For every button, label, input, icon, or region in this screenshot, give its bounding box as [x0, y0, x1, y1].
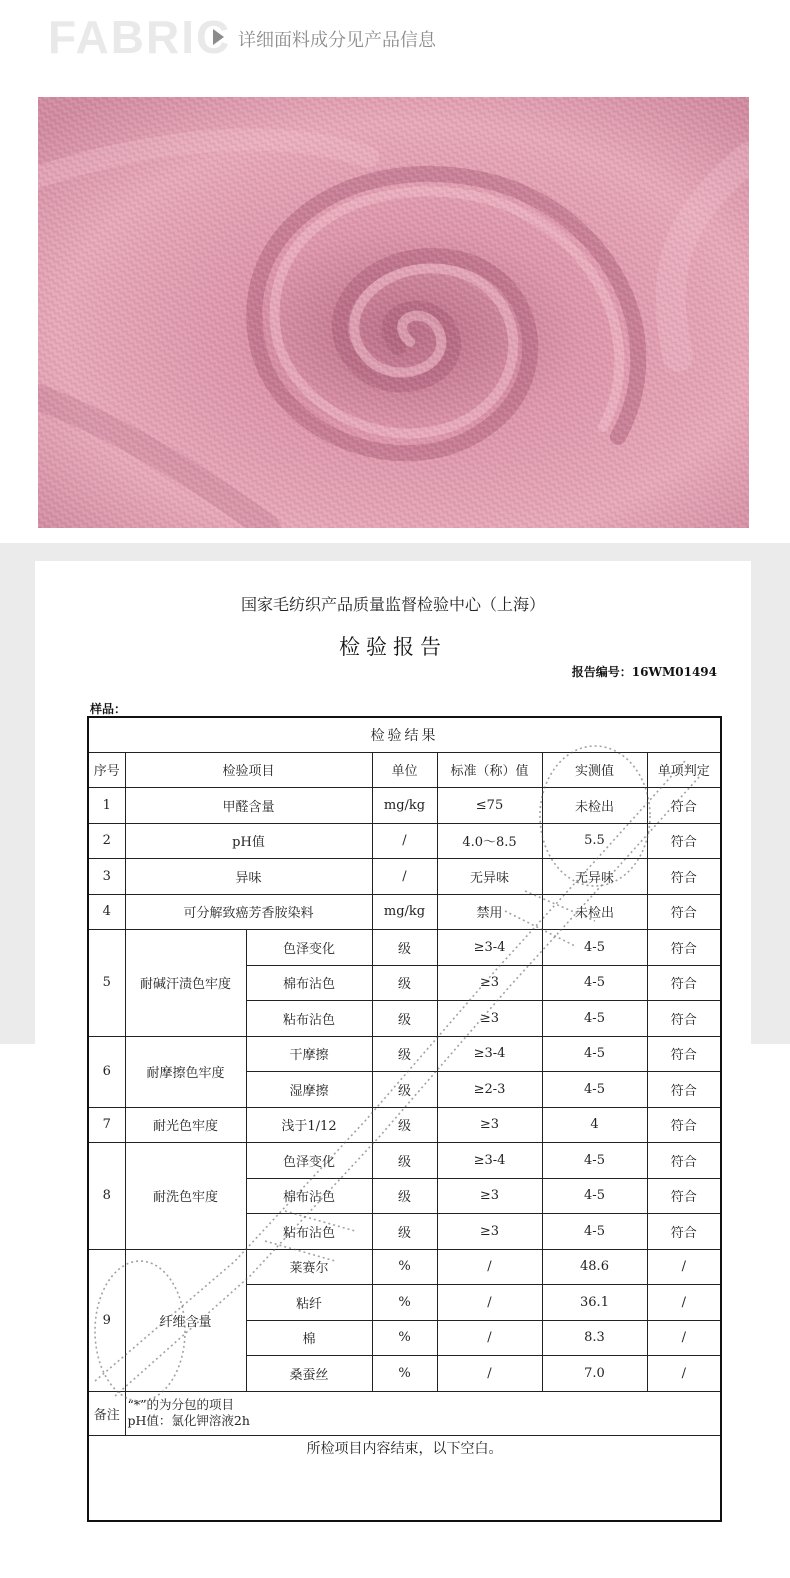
table-row: [88, 894, 721, 930]
row-subitem: 干摩擦: [246, 1036, 372, 1072]
row-subitem: 粘布沾色: [246, 1001, 372, 1037]
row-verdict: 符合: [647, 1214, 721, 1250]
row-no: 1: [88, 788, 125, 824]
row-no: 6: [88, 1036, 125, 1107]
row-no: 9: [88, 1249, 125, 1391]
row-measured: 4-5: [542, 1178, 647, 1214]
row-subitem: 色泽变化: [246, 1143, 372, 1179]
row-standard: ≥3-4: [437, 1143, 542, 1179]
fabric-photo: [38, 97, 749, 528]
sample-label: 样品：: [90, 702, 127, 716]
table-caption-row: [88, 717, 721, 752]
row-verdict: 符合: [647, 788, 721, 824]
row-measured: 4-5: [542, 965, 647, 1001]
notes-line: “*”的为分包的项目: [127, 1397, 235, 1412]
row-measured: 未检出: [542, 894, 647, 930]
row-unit: %: [372, 1320, 437, 1356]
end-row: [88, 1435, 721, 1521]
row-standard: ≥3: [437, 1178, 542, 1214]
row-subitem: 棉: [246, 1320, 372, 1356]
notes-line: pH值：氯化钾溶液2h: [127, 1413, 250, 1428]
row-verdict: /: [647, 1285, 721, 1321]
column-header: 检验项目: [125, 752, 372, 788]
row-standard: 无异味: [437, 859, 542, 895]
table-caption: 检验结果: [88, 717, 721, 752]
table-header-row: [88, 752, 721, 788]
header: [0, 0, 790, 80]
row-no: 8: [88, 1143, 125, 1250]
row-item: 异味: [125, 859, 372, 895]
table-row: [88, 1036, 721, 1072]
table-row: [88, 930, 721, 966]
row-verdict: 符合: [647, 1143, 721, 1179]
row-unit: 级: [372, 1107, 437, 1143]
row-no: 3: [88, 859, 125, 895]
row-measured: 4-5: [542, 1036, 647, 1072]
row-unit: 级: [372, 1001, 437, 1037]
row-item: pH值: [125, 823, 372, 859]
notes-row: [88, 1391, 721, 1435]
inspection-report: [35, 561, 751, 1578]
column-header: 实测值: [542, 752, 647, 788]
table-row: [88, 859, 721, 895]
row-verdict: 符合: [647, 1072, 721, 1108]
row-unit: 级: [372, 930, 437, 966]
table-row: [88, 1143, 721, 1179]
table-row: [88, 823, 721, 859]
row-unit: mg/kg: [372, 894, 437, 930]
fabric-banner-word: FABRIC: [48, 11, 232, 63]
row-unit: 级: [372, 1036, 437, 1072]
row-standard: 4.0～8.5: [437, 823, 542, 859]
row-subitem: 棉布沾色: [246, 1178, 372, 1214]
row-subitem: 莱赛尔: [246, 1249, 372, 1285]
row-measured: 7.0: [542, 1356, 647, 1392]
row-verdict: 符合: [647, 1107, 721, 1143]
row-standard: ≥3: [437, 1107, 542, 1143]
row-measured: 未检出: [542, 788, 647, 824]
row-measured: 4-5: [542, 1143, 647, 1179]
row-standard: ≥3: [437, 1001, 542, 1037]
row-subitem: 粘纤: [246, 1285, 372, 1321]
row-unit: 级: [372, 1178, 437, 1214]
row-item: 耐摩擦色牢度: [125, 1036, 246, 1107]
table-row: [88, 1107, 721, 1143]
fabric-swirl-image: [38, 97, 749, 528]
row-verdict: 符合: [647, 894, 721, 930]
row-item: 耐洗色牢度: [125, 1143, 246, 1250]
row-unit: 级: [372, 1214, 437, 1250]
row-item: 耐光色牢度: [125, 1107, 246, 1143]
row-measured: 5.5: [542, 823, 647, 859]
row-item: 纤维含量: [125, 1249, 246, 1391]
row-verdict: 符合: [647, 965, 721, 1001]
row-no: 7: [88, 1107, 125, 1143]
report-org-name: 国家毛纺织产品质量监督检验中心（上海）: [240, 595, 545, 614]
row-subitem: 色泽变化: [246, 930, 372, 966]
row-item: 耐碱汗渍色牢度: [125, 930, 246, 1037]
row-no: 5: [88, 930, 125, 1037]
row-measured: 4-5: [542, 1214, 647, 1250]
row-subitem: 棉布沾色: [246, 965, 372, 1001]
row-unit: /: [372, 823, 437, 859]
notes-label: 备注: [88, 1391, 125, 1435]
row-standard: ≥3-4: [437, 1036, 542, 1072]
row-verdict: 符合: [647, 1036, 721, 1072]
row-measured: 4-5: [542, 930, 647, 966]
row-standard: ≥3: [437, 1214, 542, 1250]
row-subitem: 湿摩擦: [246, 1072, 372, 1108]
row-unit: %: [372, 1285, 437, 1321]
row-verdict: 符合: [647, 859, 721, 895]
row-measured: 无异味: [542, 859, 647, 895]
row-measured: 48.6: [542, 1249, 647, 1285]
row-item: 甲醛含量: [125, 788, 372, 824]
row-item: 可分解致癌芳香胺染料: [125, 894, 372, 930]
row-subitem: 浅于1/12: [246, 1107, 372, 1143]
row-standard: ≤75: [437, 788, 542, 824]
column-header: 单位: [372, 752, 437, 788]
row-measured: 4-5: [542, 1072, 647, 1108]
row-subitem: 粘布沾色: [246, 1214, 372, 1250]
column-header: 序号: [88, 752, 125, 788]
row-standard: ≥2-3: [437, 1072, 542, 1108]
row-unit: %: [372, 1356, 437, 1392]
row-standard: /: [437, 1356, 542, 1392]
row-measured: 8.3: [542, 1320, 647, 1356]
end-statement: 所检项目内容结束，以下空白。: [88, 1435, 721, 1521]
play-arrow-icon: [213, 29, 224, 45]
row-verdict: 符合: [647, 823, 721, 859]
row-verdict: 符合: [647, 1001, 721, 1037]
row-subitem: 桑蚕丝: [246, 1356, 372, 1392]
row-no: 2: [88, 823, 125, 859]
row-unit: mg/kg: [372, 788, 437, 824]
report-title: 检验报告: [339, 635, 447, 659]
table-row: [88, 788, 721, 824]
row-measured: 4-5: [542, 1001, 647, 1037]
header-subtitle: 详细面料成分见产品信息: [238, 30, 436, 51]
row-verdict: 符合: [647, 930, 721, 966]
row-verdict: 符合: [647, 1178, 721, 1214]
row-standard: /: [437, 1285, 542, 1321]
row-unit: /: [372, 859, 437, 895]
row-measured: 4: [542, 1107, 647, 1143]
row-standard: /: [437, 1320, 542, 1356]
row-unit: 级: [372, 1072, 437, 1108]
column-header: 标准（称）值: [437, 752, 542, 788]
report-number: 报告编号：16WM01494: [571, 665, 717, 679]
row-verdict: /: [647, 1320, 721, 1356]
row-verdict: /: [647, 1356, 721, 1392]
column-header: 单项判定: [647, 752, 721, 788]
row-standard: ≥3-4: [437, 930, 542, 966]
row-standard: 禁用: [437, 894, 542, 930]
row-unit: 级: [372, 965, 437, 1001]
row-unit: %: [372, 1249, 437, 1285]
row-standard: ≥3: [437, 965, 542, 1001]
row-verdict: /: [647, 1249, 721, 1285]
notes-content: [125, 1391, 721, 1435]
table-row: [88, 1249, 721, 1285]
row-measured: 36.1: [542, 1285, 647, 1321]
row-standard: /: [437, 1249, 542, 1285]
inspection-results-table: [87, 716, 722, 1522]
row-unit: 级: [372, 1143, 437, 1179]
row-no: 4: [88, 894, 125, 930]
